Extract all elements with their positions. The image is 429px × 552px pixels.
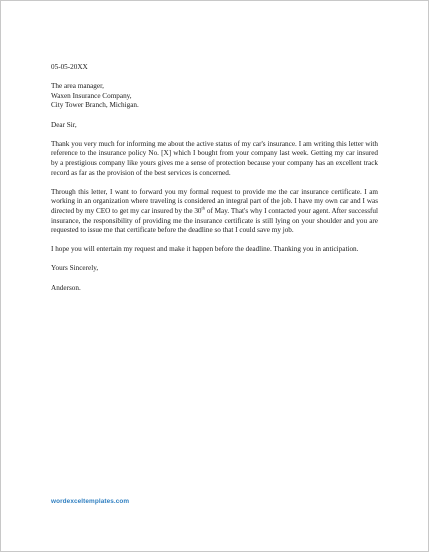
recipient-line-1: The area manager, <box>51 82 104 91</box>
paragraph-2-text-b: of May. That's why I contacted your agent. After successful insurance, the responsibility of providing me the insurance certificate is still lying on your shoulder and you are requested to issue me that certificate before the deadline so that I could save my job. <box>51 206 378 235</box>
letter-body <box>51 63 378 303</box>
recipient-line-2: Waxen Insurance Company, <box>51 91 132 100</box>
body-paragraph-3: I hope you will entertain my request and make it happen before the deadline. Thanking you in anticipation. <box>51 245 359 254</box>
body-paragraph-2 <box>51 188 378 236</box>
closing: Yours Sincerely, <box>51 264 99 273</box>
salutation: Dear Sir, <box>51 120 77 129</box>
letter-date: 05-05-20XX <box>51 63 88 71</box>
ordinal-suffix: th <box>201 205 206 211</box>
paragraph-2-text-a: Through this letter, I want to forward you my formal request to provide me the car insurance certificate. I am working in an organization where traveling is considered an integral part of the job. I have my own car and I was directed by my CEO to get my car insured by the 30 <box>51 187 378 215</box>
signature: Anderson. <box>51 283 81 292</box>
body-paragraph-1: Thank you very much for informing me about the active status of my car's insurance. I am writing this letter with reference to the insurance policy No. [X] which I bought from your company last week. Getting my car insured by a prestigious company like yours gives me a sense of protection because your company has an excellent track record as far as the provision of the best services is concerned. <box>51 139 378 177</box>
recipient-address <box>51 82 378 111</box>
recipient-line-3: City Tower Branch, Michigan. <box>51 101 139 110</box>
site-watermark: wordexceltemplates.com <box>51 498 130 505</box>
